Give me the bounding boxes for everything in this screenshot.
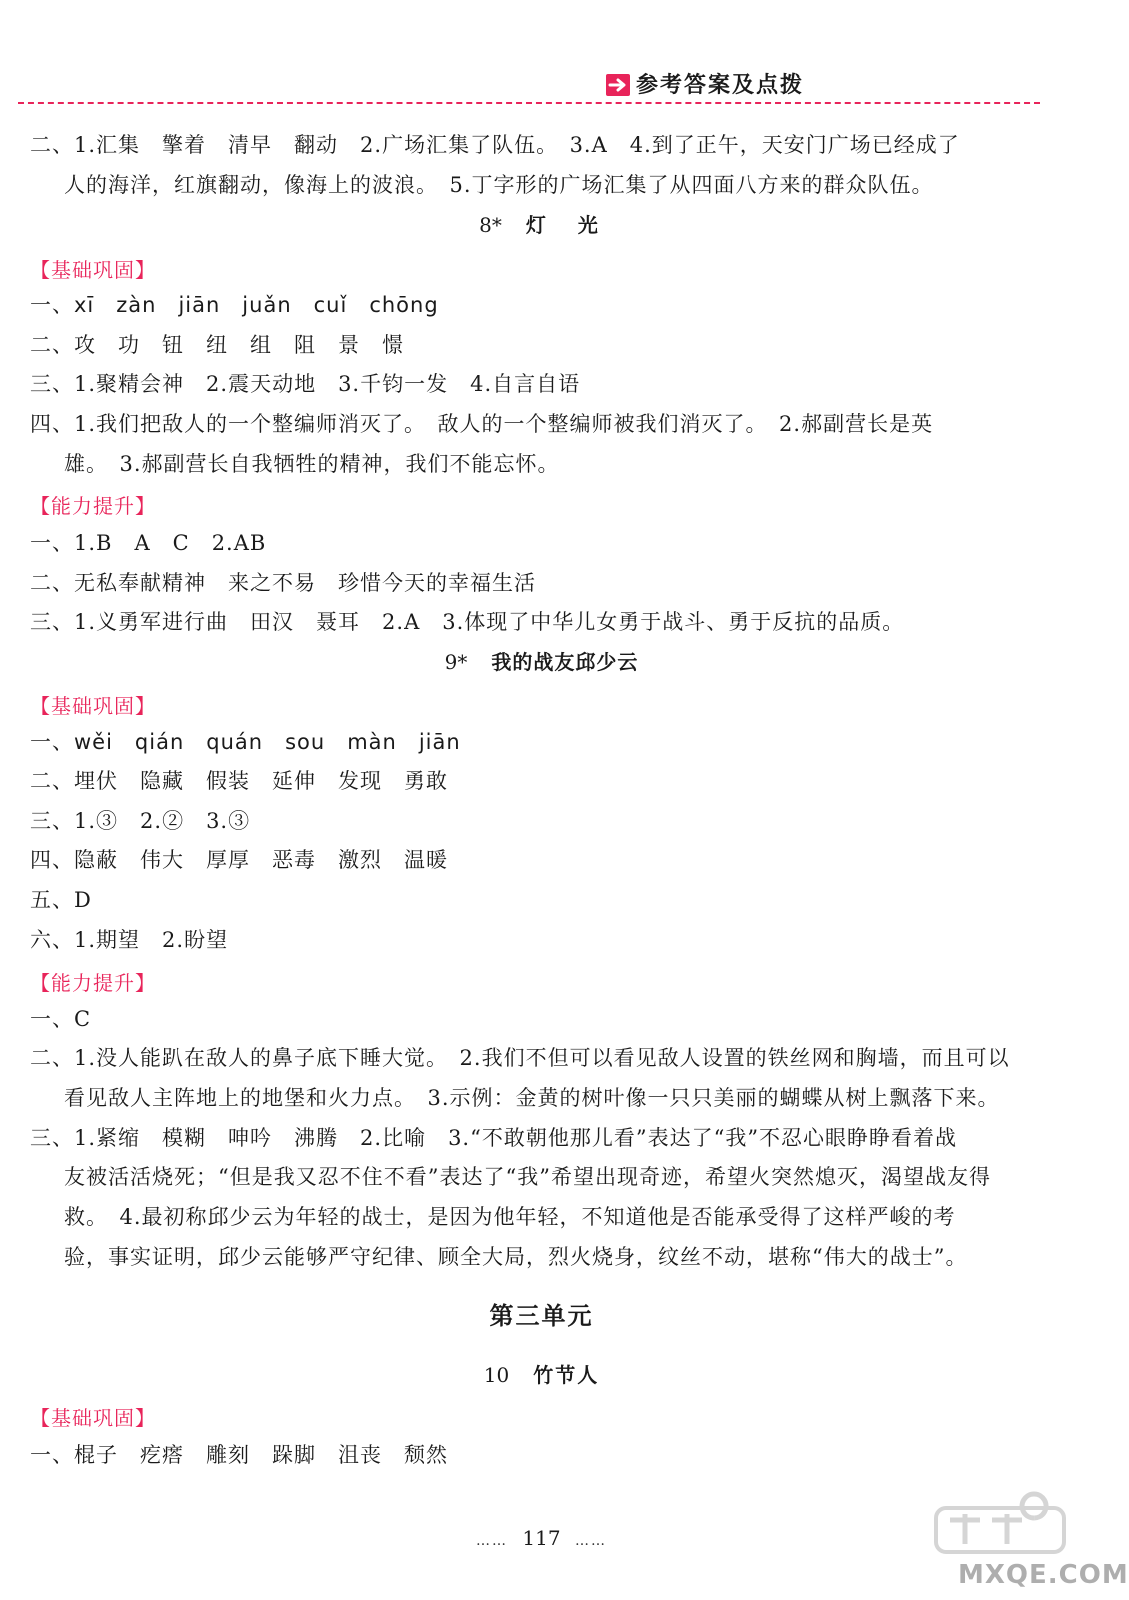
category-tag: 【能力提升】 — [30, 971, 156, 995]
answer-line: 一、棍子 疙瘩 雕刻 跺脚 沮丧 颓然 — [30, 1443, 448, 1467]
unit-title: 第三单元 — [489, 1302, 594, 1330]
answer-line: 二、攻 功 钮 纽 组 阻 景 憬 — [30, 333, 404, 357]
answer-line: 验，事实证明，邱少云能够严守纪律、顾全大局，烈火烧身，纹丝不动，堪称“伟大的战士”。 — [64, 1245, 968, 1269]
answer-line: 四、隐蔽 伟大 厚厚 恶毒 激烈 温暖 — [30, 848, 448, 872]
page-number-value: 117 — [522, 1526, 561, 1550]
page-number — [0, 1526, 1083, 1550]
section-heading-8 — [0, 211, 1083, 239]
category-tag: 【基础巩固】 — [30, 694, 156, 718]
page-dots-right: …… — [574, 1533, 607, 1549]
watermark-text: MXQE.COM — [958, 1560, 1129, 1590]
section-number: 9* — [444, 650, 468, 674]
answer-line: 看见敌人主阵地上的地堡和火力点。 3.示例：金黄的树叶像一只只美丽的蝴蝶从树上飘落下来。 — [64, 1086, 1000, 1110]
answer-line: 三、1.义勇军进行曲 田汉 聂耳 2.A 3.体现了中华儿女勇于战斗、勇于反抗的品质。 — [30, 610, 905, 634]
header-divider — [18, 102, 1040, 104]
answer-line: 二、无私奉献精神 来之不易 珍惜今天的幸福生活 — [30, 571, 536, 595]
arrow-right-icon — [606, 74, 630, 96]
section-heading-9 — [0, 648, 1083, 676]
header-title: 参考答案及点拨 — [636, 73, 805, 98]
category-tag: 【能力提升】 — [30, 494, 156, 518]
section-title: 灯 光 — [525, 213, 604, 237]
answer-line: 三、1.③ 2.② 3.③ — [30, 809, 251, 833]
answer-line: 救。 4.最初称邱少云为年轻的战士，是因为他年轻，不知道他是否能承受得了这样严峻的考 — [64, 1205, 956, 1229]
section-title: 我的战友邱少云 — [491, 650, 639, 674]
answer-line: 二、埋伏 隐藏 假装 延伸 发现 勇敢 — [30, 769, 448, 793]
answer-line: 三、1.紧缩 模糊 呻吟 沸腾 2.比喻 3.“不敢朝他那儿看”表达了“我”不忍心眼睁睁看着战 — [30, 1126, 958, 1150]
category-tag: 【基础巩固】 — [30, 1406, 156, 1430]
section-number: 8* — [479, 213, 502, 237]
section-number: 10 — [483, 1363, 510, 1387]
page-dots-left: …… — [476, 1533, 509, 1549]
answer-line: 友被活活烧死；“但是我又忍不住不看”表达了“我”希望出现奇迹，希望火突然熄灭，渴望战友得 — [64, 1165, 991, 1189]
answer-line: 一、wěi qián quán sou màn jiān — [30, 730, 461, 754]
page-header — [0, 0, 1083, 108]
answer-line: 一、1.B A C 2.AB — [30, 531, 267, 555]
category-tag: 【基础巩固】 — [30, 258, 156, 282]
answer-line: 三、1.聚精会神 2.震天动地 3.千钧一发 4.自言自语 — [30, 372, 581, 396]
answer-line: 人的海洋，红旗翻动，像海上的波浪。 5.丁字形的广场汇集了从四面八方来的群众队伍。 — [64, 173, 934, 197]
section-title: 竹节人 — [533, 1363, 600, 1387]
answer-line: 五、D — [30, 888, 92, 912]
section-heading-10 — [0, 1361, 1083, 1389]
answer-line: 二、1.汇集 擎着 清早 翻动 2.广场汇集了队伍。 3.A 4.到了正午，天安门广场已经成了 — [30, 133, 960, 157]
answer-line: 六、1.期望 2.盼望 — [30, 928, 229, 952]
answer-line: 雄。 3.郝副营长自我牺牲的精神，我们不能忘怀。 — [64, 452, 560, 476]
answer-line: 一、C — [30, 1007, 92, 1031]
answer-line: 二、1.没人能趴在敌人的鼻子底下睡大觉。 2.我们不但可以看见敌人设置的铁丝网和胸墙，而且可以 — [30, 1046, 1010, 1070]
answer-line: 一、xī zàn jiān juǎn cuǐ chōng — [30, 293, 439, 317]
answer-line: 四、1.我们把敌人的一个整编师消灭了。 敌人的一个整编师被我们消灭了。 2.郝副营长是英 — [30, 412, 934, 436]
